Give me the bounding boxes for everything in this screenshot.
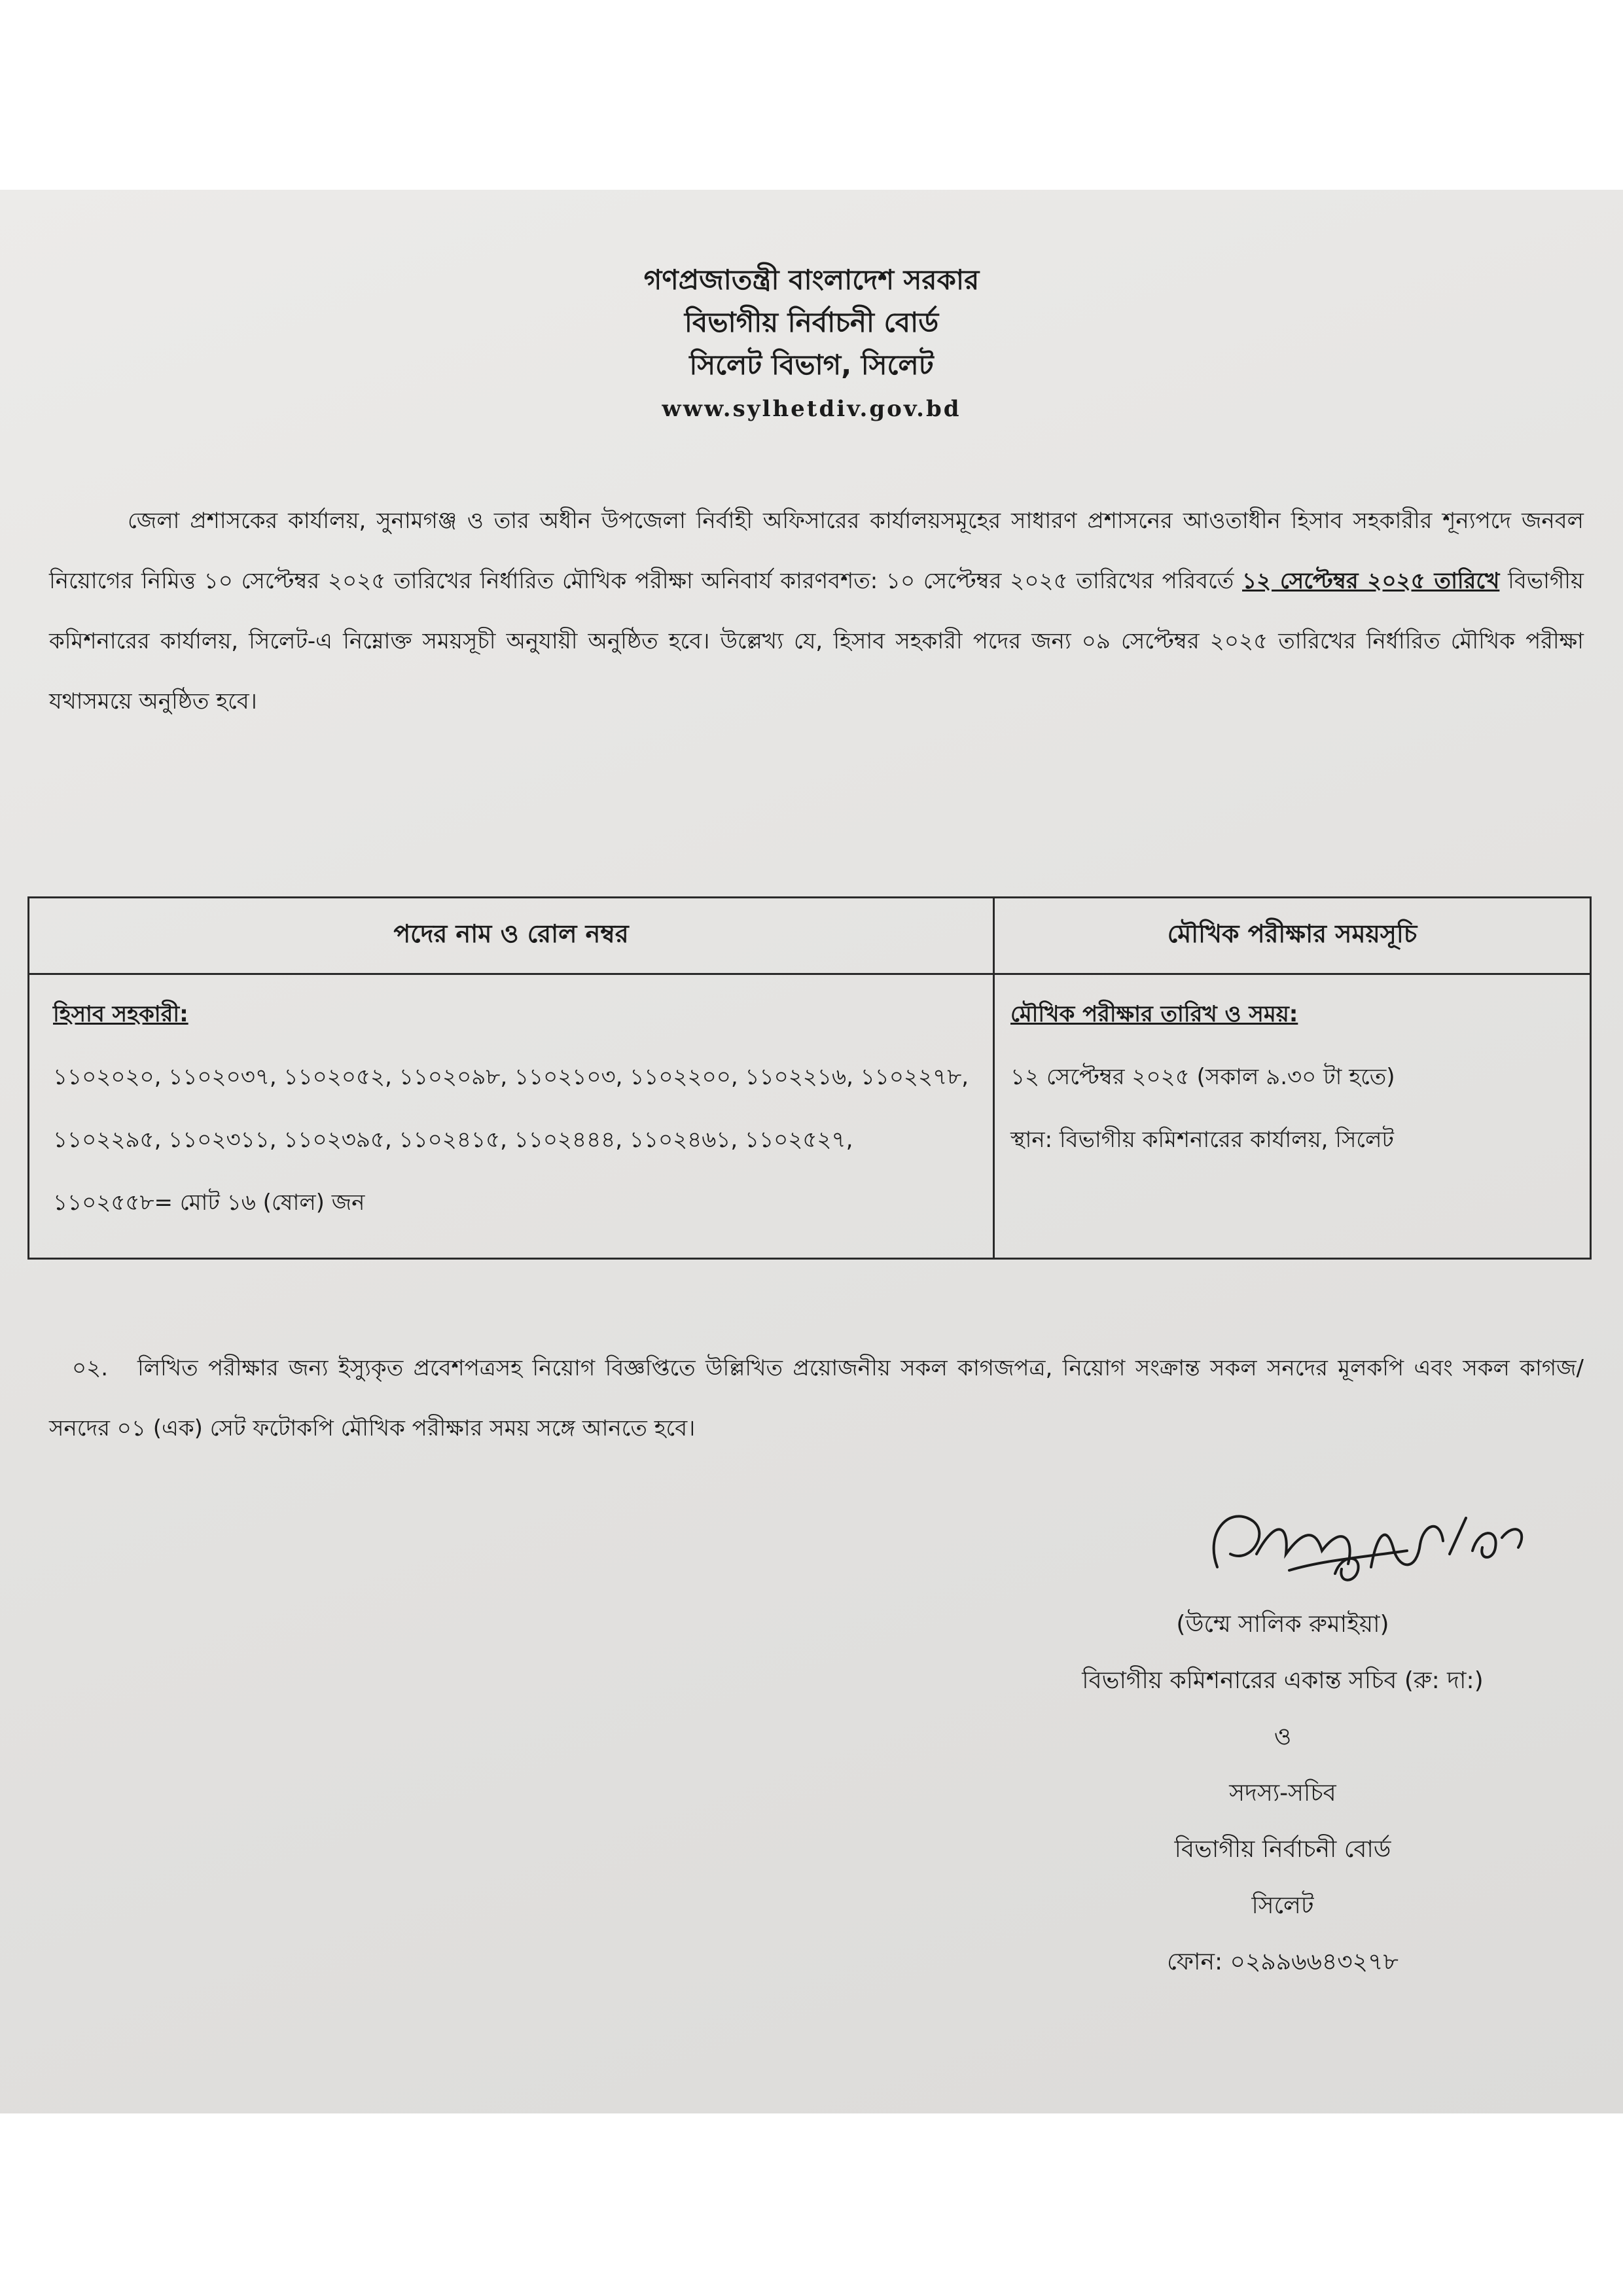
table-header-row (29, 898, 1591, 974)
column-header-schedule: মৌখিক পরীক্ষার সময়সূচি (994, 898, 1591, 974)
notice-paragraph (49, 491, 1584, 732)
schedule-label: মৌখিক পরীক্ষার তারিখ ও সময়: (1010, 1001, 1298, 1027)
signatory-title: বিভাগীয় কমিশনারের একান্ত সচিব (রু: দা:) (1082, 1667, 1484, 1694)
instruction-text: লিখিত পরীক্ষার জন্য ইস্যুকৃত প্রবেশপত্রসহ নিয়োগ বিজ্ঞপ্তিতে উল্লিখিত প্রয়োজনীয় সকল কাগজপত্র, নিয়োগ সংক্রান্ত সকল সনদের মূলকপি এবং সকল কাগজ/সনদের ০১ (এক) সেট ফটোকপি মৌখিক পরীক্ষার সময় সঙ্গে আনতে হবে। (49, 1355, 1584, 1441)
post-name: হিসাব সহকারী: (53, 1001, 188, 1027)
paragraph-number: ০২. (72, 1355, 109, 1381)
signatory-board: বিভাগীয় নির্বাচনী বোর্ড (1174, 1836, 1391, 1863)
schedule-cell (994, 974, 1591, 1259)
board-title: বিভাগীয় নির্বাচনী বোর্ড (684, 306, 939, 338)
signatory-place: সিলেট (1251, 1892, 1314, 1919)
division-title: সিলেট বিভাগ, সিলেট (689, 349, 934, 381)
table-row (29, 974, 1591, 1259)
exam-venue: স্থান: বিভাগীয় কমিশনারের কার্যালয়, সিলেট (1010, 1127, 1394, 1153)
schedule-table (27, 896, 1592, 1260)
conjunction: ও (1274, 1723, 1292, 1750)
government-title: গণপ্রজাতন্ত্রী বাংলাদেশ সরকার (643, 264, 980, 296)
new-exam-date: ১২ সেপ্টেম্বর ২০২৫ তারিখে (1242, 568, 1500, 594)
roll-number-list: ১১০২০২০, ১১০২০৩৭, ১১০২০৫২, ১১০২০৯৮, ১১০২১০৩, ১১০২২০০, ১১০২২১৬, ১১০২২৭৮, ১১০২২৯৫, ১১০২৩১১, ১১০২৩৯৫, ১১০২৪১৫, ১১০২৪৪৪, ১১০২৪৬১, ১১০২৫২৭, ১১০২৫৫৮= মোট ১৬ (ষোল) জন (53, 1064, 969, 1216)
handwritten-signature (1191, 1492, 1531, 1590)
post-roll-cell (29, 974, 994, 1259)
exam-date-time: ১২ সেপ্টেম্বর ২০২৫ (সকাল ৯.৩০ টা হতে) (1010, 1064, 1395, 1090)
signature-block (982, 1597, 1584, 1990)
website-link[interactable]: www.sylhetdiv.gov.bd (662, 396, 961, 422)
column-header-post-roll: পদের নাম ও রোল নম্বর (29, 898, 994, 974)
notice-text-end: বিভাগীয় কমিশনারের কার্যালয়, সিলেট-এ নিম্নোক্ত সময়সূচী অনুযায়ী অনুষ্ঠিত হবে। উল্লেখ্য যে, হিসাব সহকারী পদের জন্য ০৯ সেপ্টেম্বর ২০২৫ তারিখের নির্ধারিত মৌখিক পরীক্ষা যথাসময়ে অনুষ্ঠিত হবে। (49, 568, 1584, 715)
instruction-paragraph (49, 1338, 1584, 1458)
signatory-name: (উম্মে সালিক রুমাইয়া) (1176, 1611, 1389, 1638)
phone-number: ফোন: ০২৯৯৬৬৪৩২৭৮ (1167, 1949, 1399, 1975)
notice-text-start: জেলা প্রশাসকের কার্যালয়, সুনামগঞ্জ ও তার অধীন উপজেলা নির্বাহী অফিসারের কার্যালয়সমূহের সাধারণ প্রশাসনের আওতাধীন হিসাব সহকারীর শূন্যপদে জনবল নিয়োগের নিমিত্ত ১০ সেপ্টেম্বর ২০২৫ তারিখের নির্ধারিত মৌখিক পরীক্ষা অনিবার্য কারণবশত: ১০ সেপ্টেম্বর ২০২৫ তারিখের পরিবর্তে (49, 508, 1584, 594)
signatory-role: সদস্য-সচিব (1229, 1780, 1336, 1807)
